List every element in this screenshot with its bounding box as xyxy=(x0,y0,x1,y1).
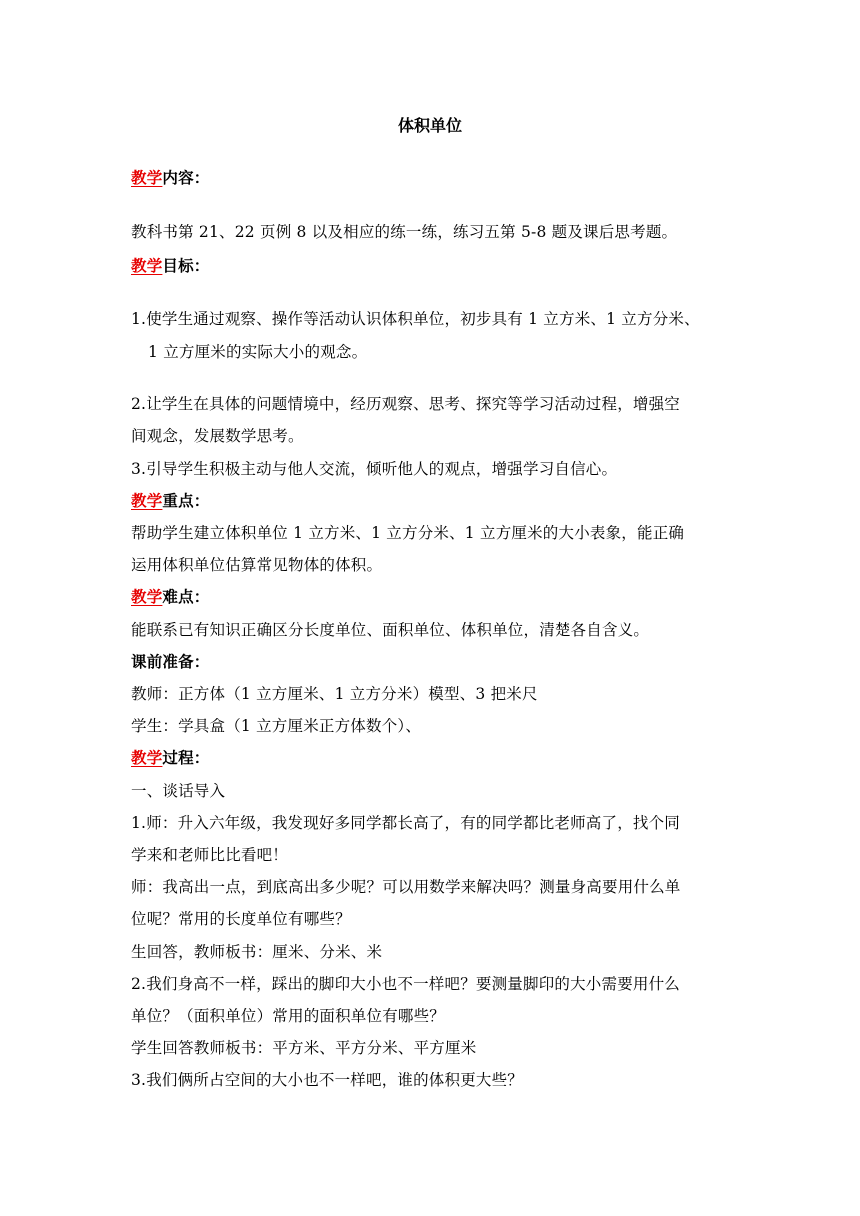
paragraph-6: 3.我们俩所占空间的大小也不一样吧，谁的体积更大些？ xyxy=(131,1071,523,1089)
heading-text: 过程： xyxy=(162,749,210,767)
paragraph-4-line-1: 2.我们身高不一样，踩出的脚印大小也不一样吧？要测量脚印的大小需要用什么 xyxy=(131,975,680,993)
paragraph-1-line-1: 1.师：升入六年级，我发现好多同学都长高了，有的同学都比老师高了，找个同 xyxy=(131,814,680,832)
difficulty-paragraph: 能联系已有知识正确区分长度单位、面积单位、体积单位，清楚各自含义。 xyxy=(131,621,650,639)
heading-text: 目标： xyxy=(162,257,210,275)
section-heading-process xyxy=(131,748,210,768)
heading-text: 难点： xyxy=(162,588,210,606)
key-line-2: 运用体积单位估算常见物体的体积。 xyxy=(131,556,383,574)
section-heading-goals xyxy=(131,256,210,276)
goal-2-line-1: 2.让学生在具体的问题情境中，经历观察、思考、探究等学习活动过程，增强空 xyxy=(131,395,680,413)
section-heading-key xyxy=(131,491,210,511)
heading-highlight: 教学 xyxy=(131,588,163,606)
paragraph-2-line-2: 位呢？常用的长度单位有哪些？ xyxy=(131,910,351,928)
heading-highlight: 教学 xyxy=(131,169,163,187)
paragraph-3: 生回答，教师板书：厘米、分米、米 xyxy=(131,943,383,961)
paragraph-1-line-2: 学来和老师比比看吧！ xyxy=(131,846,289,864)
heading-highlight: 教学 xyxy=(131,257,163,275)
prep-teacher: 教师：正方体（1 立方厘米、1 立方分米）模型、3 把米尺 xyxy=(131,685,538,703)
goal-1-line-1: 1.使学生通过观察、操作等活动认识体积单位，初步具有 1 立方米、1 立方分米、 xyxy=(131,310,700,328)
heading-text: 内容： xyxy=(162,169,210,187)
goal-2-line-2: 间观念，发展数学思考。 xyxy=(131,427,304,445)
paragraph-2-line-1: 师：我高出一点，到底高出多少呢？可以用数学来解决吗？测量身高要用什么单 xyxy=(131,878,681,896)
document-title: 体积单位 xyxy=(397,116,462,135)
heading-highlight: 教学 xyxy=(131,749,163,767)
paragraph-4-line-2: 单位？（面积单位）常用的面积单位有哪些？ xyxy=(131,1007,446,1025)
paragraph-5: 学生回答教师板书：平方米、平方分米、平方厘米 xyxy=(131,1039,477,1057)
key-line-1: 帮助学生建立体积单位 1 立方米、1 立方分米、1 立方厘米的大小表象，能正确 xyxy=(131,524,685,542)
content-paragraph: 教科书第 21、22 页例 8 以及相应的练一练，练习五第 5-8 题及课后思考题。 xyxy=(131,223,678,241)
heading-text: 重点： xyxy=(162,492,210,510)
section-heading-content xyxy=(131,168,210,188)
goal-1-line-2: 1 立方厘米的实际大小的观念。 xyxy=(148,343,368,361)
part-1-heading: 一、谈话导入 xyxy=(131,782,226,800)
goal-3: 3.引导学生积极主动与他人交流，倾听他人的观点，增强学习自信心。 xyxy=(131,460,618,478)
section-heading-prep: 课前准备： xyxy=(131,653,210,671)
section-heading-difficulty xyxy=(131,587,210,607)
prep-student: 学生：学具盒（1 立方厘米正方体数个）、 xyxy=(131,717,422,735)
heading-highlight: 教学 xyxy=(131,492,163,510)
